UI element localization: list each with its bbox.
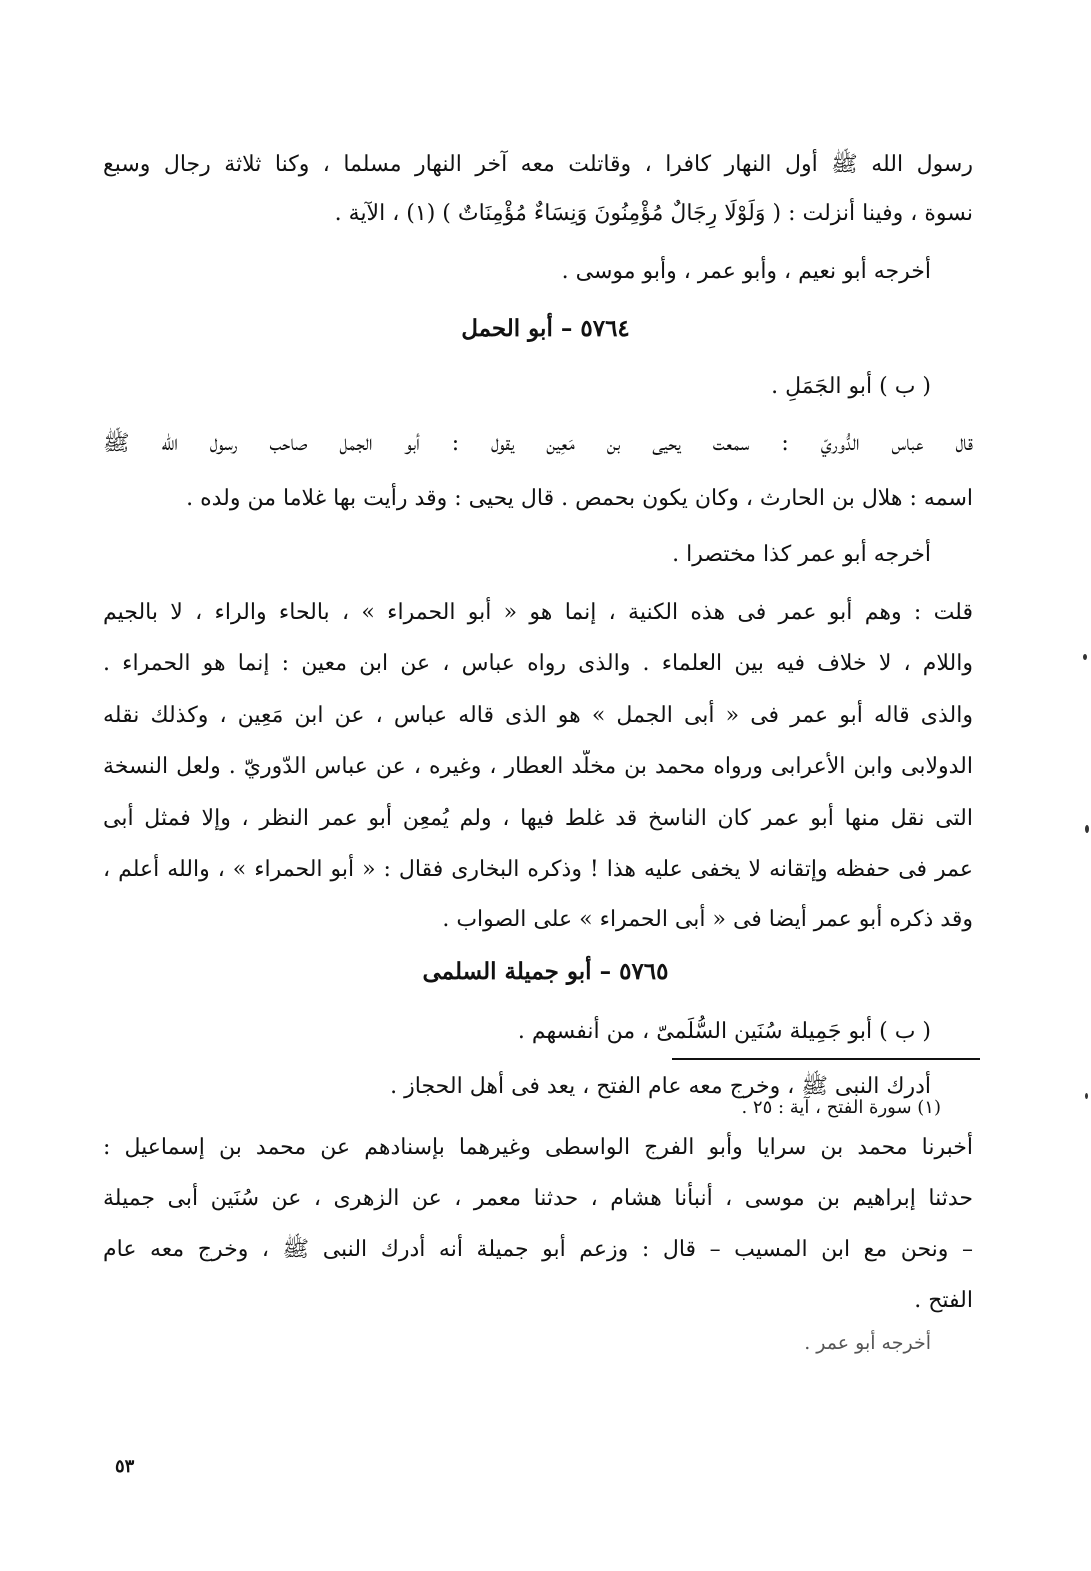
text-line-11: الدولابى وابن الأعرابى ورواه محمد بن مخلّد العطار ، وغيره ، عن عباس الدّوريّ . ولعل النسخة: [103, 754, 973, 779]
text-line-10: والذى قاله أبو عمر فى « أبى الجمل » هو الذى قاله عباس ، عن ابن مَعِين ، وكذلك نقله: [103, 703, 973, 728]
text-line-17: أخبرنا محمد بن سرايا وأبو الفرج الواسطى وغيرهما بإسنادهم عن محمد بن إسماعيل :: [103, 1135, 973, 1160]
text-line-2: نسوة ، وفينا أنزلت : ( وَلَوْلَا رِجَالٌ مُؤْمِنُونَ وَنِسَاءٌ مُؤْمِنَاتٌ ) (١) ، الآية .: [334, 201, 973, 226]
text-line-7: أخرجه أبو عمر كذا مختصرا .: [672, 542, 931, 567]
scan-speck: [1083, 654, 1087, 660]
text-line-3: أخرجه أبو نعيم ، وأبو عمر ، وأبو موسى .: [561, 259, 931, 284]
text-line-9: واللام ، لا خلاف فيه بين العلماء . والذى رواه عباس ، عن ابن معين : إنما هو الحمراء .: [103, 651, 973, 676]
text-line-13: عمر فى حفظه وإتقانه لا يخفى عليه هذا ! وذكره البخارى فقال : « أبو الحمراء » ، والله أعلم ،: [103, 857, 973, 882]
text-line-20: الفتح .: [914, 1288, 973, 1313]
footnote-divider-placeholder: [672, 1058, 980, 1060]
text-line-6: اسمه : هلال بن الحارث ، وكان يكون بحمص . قال يحيى : وقد رأيت بها غلاما من ولده .: [186, 486, 973, 511]
scan-speck: [1085, 1093, 1088, 1099]
text-line-12: التى نقل منها أبو عمر كان الناسخ قد غلط فيها ، ولم يُمعِن أبو عمر النظر ، وإلا فمثل أبى: [103, 806, 973, 831]
entry-heading-5764: ٥٧٦٤ – أبو الحمل: [461, 315, 630, 342]
text-line-19: – ونحن مع ابن المسيب – قال : وزعم أبو جميلة أنه أدرك النبى ﷺ ، وخرج معه عام: [103, 1237, 973, 1262]
text-line-5: قال عباس الدُّوريّ : سمعت يحيى بن مَعِين يقول : أبو الجمل صاحب رسول الله ﷺ: [103, 431, 973, 456]
entry-heading-5765: ٥٧٦٥ – أبو جميلة السلمى: [422, 958, 669, 985]
text-line-21: أخرجه أبو عمر .: [804, 1332, 931, 1354]
text-line-18: حدثنا إبراهيم بن موسى ، أنبأنا هشام ، حدثنا معمر ، عن الزهرى ، عن سُنَين أبى جميلة: [103, 1186, 973, 1211]
page-number: ٥٣: [115, 1456, 135, 1477]
text-line-15: ( ب ) أبو جَمِيلة سُنَين السُّلَمىّ ، من أنفسهم .: [517, 1019, 931, 1044]
text-line-14: وقد ذكره أبو عمر أيضا فى « أبى الحمراء » على الصواب .: [442, 907, 973, 932]
text-line-4: ( ب ) أبو الجَمَلِ .: [771, 374, 931, 399]
text-line-1: رسول الله ﷺ أول النهار كافرا ، وقاتلت معه آخر النهار مسلما ، وكنا ثلاثة رجال وسبع: [103, 152, 973, 177]
footnote: (١) سورة الفتح ، آية : ٢٥ .: [741, 1097, 941, 1118]
text-line-8: قلت : وهم أبو عمر فى هذه الكنية ، إنما هو « أبو الحمراء » ، بالحاء والراء ، لا بالجيم: [103, 600, 973, 625]
text-line-16: أدرك النبى ﷺ ، وخرج معه عام الفتح ، يعد فى أهل الحجاز .: [390, 1074, 931, 1099]
scan-speck: [1085, 825, 1089, 833]
